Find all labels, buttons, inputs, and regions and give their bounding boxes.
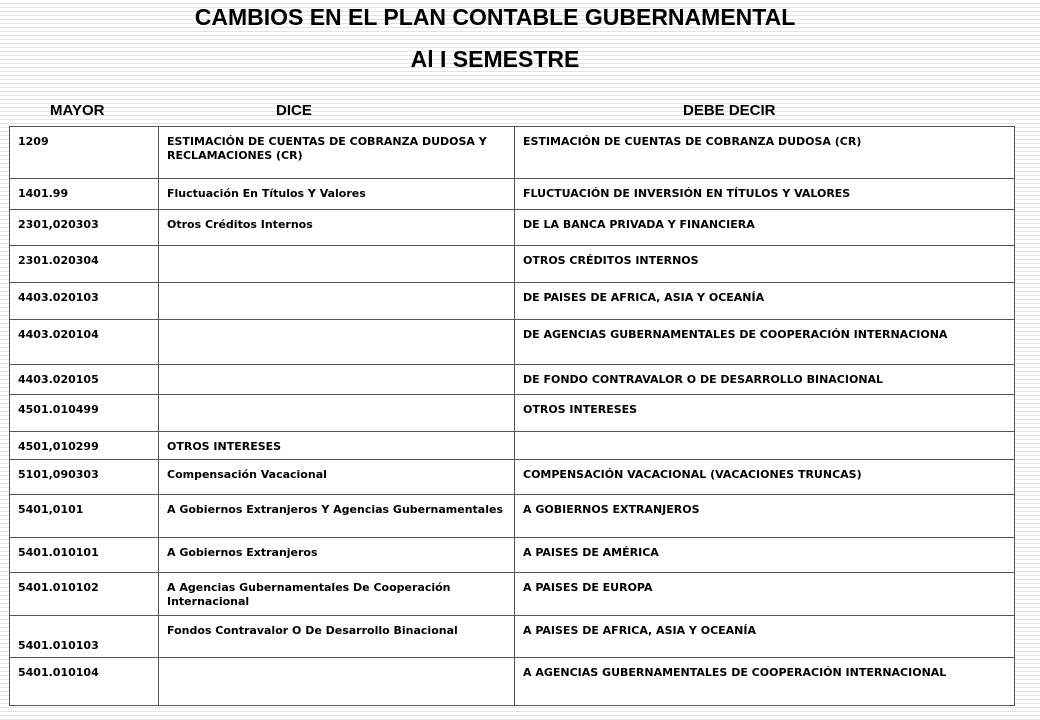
cell-debe-decir: OTROS INTERESES xyxy=(515,395,1015,432)
cell-mayor: 5401.010102 xyxy=(10,573,159,616)
cell-debe-decir: DE PAISES DE AFRICA, ASIA Y OCEANÍA xyxy=(515,283,1015,320)
page-title: CAMBIOS EN EL PLAN CONTABLE GUBERNAMENTAL xyxy=(194,4,796,30)
cell-dice: Compensación Vacacional xyxy=(159,460,515,495)
table-row xyxy=(10,538,1015,573)
cell-dice: ESTIMACIÓN DE CUENTAS DE COBRANZA DUDOSA Y RECLAMACIONES (CR) xyxy=(159,127,515,179)
cell-debe-decir: DE AGENCIAS GUBERNAMENTALES DE COOPERACIÓN INTERNACIONA xyxy=(515,320,1015,365)
cell-debe-decir: COMPENSACIÓN VACACIONAL (VACACIONES TRUNCAS) xyxy=(515,460,1015,495)
table-row xyxy=(10,320,1015,365)
cell-debe-decir: DE FONDO CONTRAVALOR O DE DESARROLLO BINACIONAL xyxy=(515,365,1015,395)
cell-dice xyxy=(159,395,515,432)
cell-mayor: 1401.99 xyxy=(10,179,159,210)
cell-debe-decir: A PAISES DE EUROPA xyxy=(515,573,1015,616)
column-header-dice: DICE xyxy=(276,102,312,119)
table-row xyxy=(10,616,1015,658)
cell-debe-decir xyxy=(515,432,1015,460)
cell-dice xyxy=(159,320,515,365)
cell-mayor: 5101,090303 xyxy=(10,460,159,495)
cell-mayor: 4403.020103 xyxy=(10,283,159,320)
table-row xyxy=(10,395,1015,432)
cell-debe-decir: ESTIMACIÓN DE CUENTAS DE COBRANZA DUDOSA (CR) xyxy=(515,127,1015,179)
cell-mayor: 2301.020304 xyxy=(10,246,159,283)
column-header-mayor: MAYOR xyxy=(50,102,105,119)
cell-dice: Otros Créditos Internos xyxy=(159,210,515,246)
cell-dice xyxy=(159,365,515,395)
cell-dice xyxy=(159,283,515,320)
table-row xyxy=(10,246,1015,283)
cell-dice: A Gobiernos Extranjeros Y Agencias Gubernamentales xyxy=(159,495,515,538)
cell-mayor: 5401,0101 xyxy=(10,495,159,538)
cell-debe-decir: FLUCTUACIÓN DE INVERSIÓN EN TÍTULOS Y VALORES xyxy=(515,179,1015,210)
cell-mayor: 4403.020104 xyxy=(10,320,159,365)
cell-debe-decir: A GOBIERNOS EXTRANJEROS xyxy=(515,495,1015,538)
table-row xyxy=(10,658,1015,706)
table-row xyxy=(10,210,1015,246)
table-row xyxy=(10,432,1015,460)
table-row xyxy=(10,283,1015,320)
cell-dice: OTROS INTERESES xyxy=(159,432,515,460)
cell-dice xyxy=(159,658,515,706)
table-row xyxy=(10,365,1015,395)
table-row xyxy=(10,179,1015,210)
cell-debe-decir: A PAISES DE AMÉRICA xyxy=(515,538,1015,573)
table-row xyxy=(10,460,1015,495)
column-header-debe-decir: DEBE DECIR xyxy=(683,102,776,119)
cell-mayor: 4501.010499 xyxy=(10,395,159,432)
cell-debe-decir: OTROS CRÉDITOS INTERNOS xyxy=(515,246,1015,283)
cell-mayor: 4501,010299 xyxy=(10,432,159,460)
cell-dice: Fondos Contravalor O De Desarrollo Binacional xyxy=(159,616,515,658)
page-subtitle: Al I SEMESTRE xyxy=(410,46,580,72)
cell-dice: Fluctuación En Títulos Y Valores xyxy=(159,179,515,210)
cell-debe-decir: A PAISES DE AFRICA, ASIA Y OCEANÍA xyxy=(515,616,1015,658)
table-row xyxy=(10,495,1015,538)
cell-mayor: 5401.010101 xyxy=(10,538,159,573)
cell-mayor: 4403.020105 xyxy=(10,365,159,395)
cell-debe-decir: DE LA BANCA PRIVADA Y FINANCIERA xyxy=(515,210,1015,246)
table-row xyxy=(10,127,1015,179)
cell-dice: A Gobiernos Extranjeros xyxy=(159,538,515,573)
cell-debe-decir: A AGENCIAS GUBERNAMENTALES DE COOPERACIÓN INTERNACIONAL xyxy=(515,658,1015,706)
table-row xyxy=(10,573,1015,616)
cell-mayor: 5401.010104 xyxy=(10,658,159,706)
cell-mayor: 1209 xyxy=(10,127,159,179)
accounts-change-table xyxy=(9,126,1015,706)
cell-dice: A Agencias Gubernamentales De Cooperación Internacional xyxy=(159,573,515,616)
cell-dice xyxy=(159,246,515,283)
cell-mayor: 5401.010103 xyxy=(10,616,159,658)
cell-mayor: 2301,020303 xyxy=(10,210,159,246)
